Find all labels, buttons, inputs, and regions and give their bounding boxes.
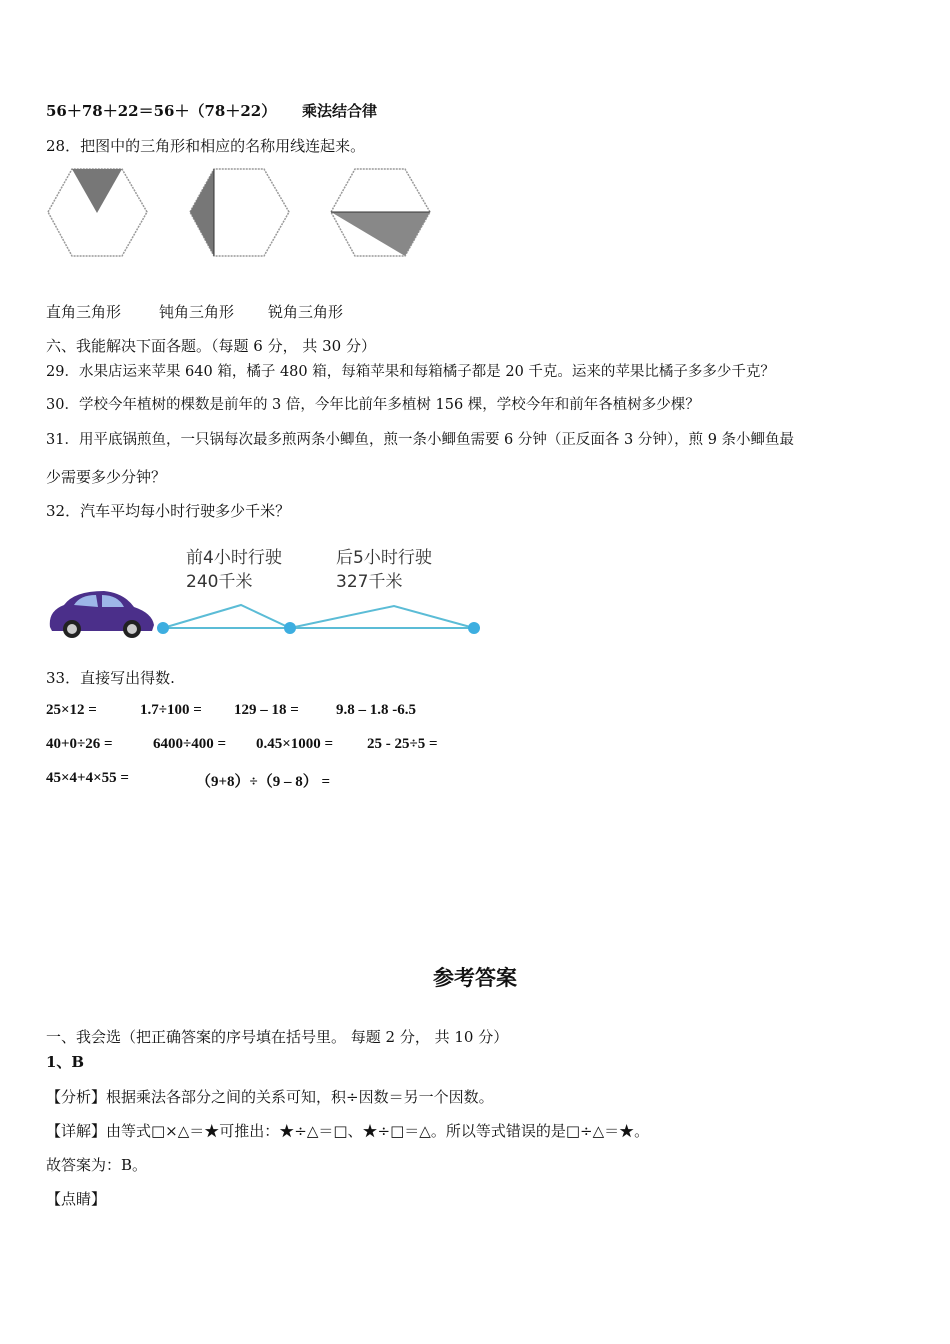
start-point bbox=[157, 622, 169, 634]
q31-line2: 少需要多少分钟？ bbox=[46, 468, 167, 486]
segment2-time: 后5小时行驶 bbox=[336, 548, 432, 568]
section6-heading: 六、我能解决下面各题。（每题 6 分， 共 30 分） bbox=[46, 337, 376, 355]
q31-line1: 31．用平底锅煎鱼，一只锅每次最多煎两条小鲫鱼，煎一条小鲫鱼需要 6 分钟（正反面各 3 分钟），煎 9 条小鲫鱼最 bbox=[46, 432, 795, 448]
mid-point bbox=[284, 622, 296, 634]
car-icon bbox=[50, 591, 154, 638]
acute-triangle-shaded bbox=[72, 169, 122, 213]
calc-item: 25 - 25÷5 = bbox=[367, 736, 438, 752]
calc-item: 9.8 – 1.8 -6.5 bbox=[336, 702, 416, 718]
route-diagram bbox=[44, 585, 494, 645]
triangle-name-right: 直角三角形 bbox=[46, 303, 122, 321]
hexagon-figures bbox=[44, 165, 444, 260]
calc-item: 1.7÷100 = bbox=[140, 702, 202, 718]
answer-conclusion: 故答案为：B。 bbox=[46, 1156, 148, 1174]
answers-section1: 一、我会选（把正确答案的序号填在括号里。 每题 2 分， 共 10 分） bbox=[46, 1028, 509, 1046]
q32-text: 32．汽车平均每小时行驶多少千米？ bbox=[46, 502, 291, 520]
answers-title: 参考答案 bbox=[433, 965, 517, 990]
answer-detail: 【详解】由等式□×△＝★可推出：★÷△＝□、★÷□＝△。所以等式错误的是□÷△＝★。 bbox=[46, 1122, 650, 1140]
q33-text: 33．直接写出得数. bbox=[46, 669, 175, 687]
calc-item: 25×12 = bbox=[46, 702, 97, 718]
q29-text: 29．水果店运来苹果 640 箱，橘子 480 箱，每箱苹果和每箱橘子都是 20 千克。运来的苹果比橘子多多少千克？ bbox=[46, 364, 775, 380]
triangle-name-obtuse: 钝角三角形 bbox=[159, 303, 235, 321]
end-point bbox=[468, 622, 480, 634]
segment1-distance: 240千米 bbox=[186, 572, 253, 592]
segment1-time: 前4小时行驶 bbox=[186, 548, 282, 568]
q27-law: 乘法结合律 bbox=[302, 102, 378, 120]
calc-item: 40+0÷26 = bbox=[46, 736, 113, 752]
triangle-name-acute: 锐角三角形 bbox=[268, 303, 344, 321]
obtuse-triangle-shaded bbox=[190, 169, 214, 256]
calc-item: 0.45×1000 = bbox=[256, 736, 334, 752]
answer-1: 1、B bbox=[46, 1053, 85, 1071]
q27-equation: 56＋78＋22＝56＋（78＋22） bbox=[46, 102, 277, 120]
calc-item: （9+8）÷（9 – 8） = bbox=[196, 774, 331, 790]
right-triangle-shaded bbox=[331, 212, 430, 256]
segment2-distance: 327千米 bbox=[336, 572, 403, 592]
calc-item: 45×4+4×55 = bbox=[46, 770, 129, 786]
calc-item: 129 – 18 = bbox=[234, 702, 299, 718]
answer-comment: 【点睛】 bbox=[46, 1190, 107, 1208]
route-lines bbox=[163, 605, 474, 628]
answer-analysis: 【分析】根据乘法各部分之间的关系可知，积÷因数＝另一个因数。 bbox=[46, 1088, 494, 1106]
q30-text: 30．学校今年植树的棵数是前年的 3 倍，今年比前年多植树 156 棵，学校今年和前年各植树多少棵？ bbox=[46, 397, 700, 413]
q28-text: 28．把图中的三角形和相应的名称用线连起来。 bbox=[46, 137, 366, 155]
calc-item: 6400÷400 = bbox=[153, 736, 227, 752]
